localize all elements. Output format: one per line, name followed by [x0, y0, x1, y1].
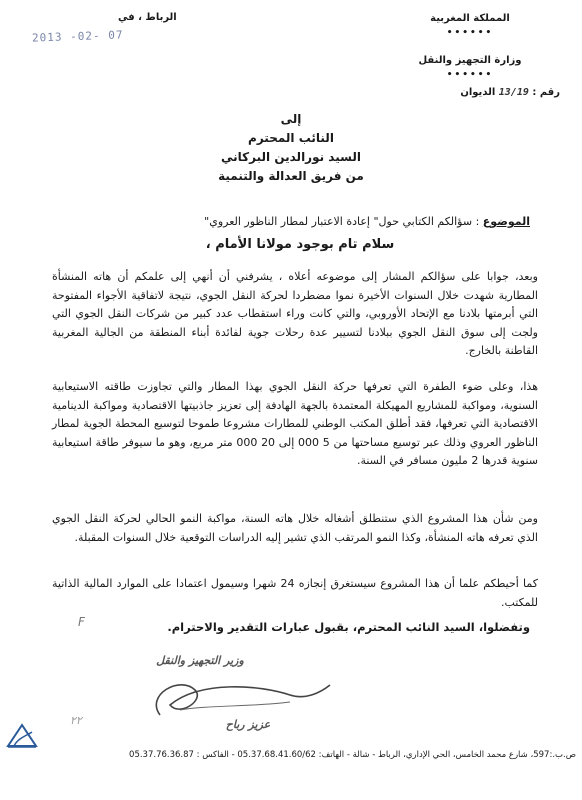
handwritten-mark: F	[78, 615, 85, 629]
letterhead	[380, 12, 560, 82]
addressee-name: السيد نورالدين البركاني	[221, 150, 361, 164]
reference-number: 13/19	[498, 87, 529, 98]
closing-formula: وتفضلوا، السيد النائب المحترم، بقبول عبارات التقدير والاحترام.	[167, 620, 530, 634]
reference-line	[460, 87, 560, 98]
paragraph-3: ومن شأن هذا المشروع الذي ستنطلق أشغاله خلال هاته السنة، مواكبة النمو الحالي لحركة النقل الجوي الذي تعرفه هاته المنشأة، وكذا النمو المرتقب الذي تشير إليه الدراسات التوقعية خلال السنوات المقبلة.	[52, 512, 538, 544]
subject-text: : سؤالكم الكتابي حول" إعادة الاعتبار لمطار الناظور العروي"	[204, 215, 480, 228]
reference-label: رقم :	[532, 87, 560, 98]
ornament-stars: ••••••	[446, 28, 494, 38]
addressee-group: من فريق العدالة والتنمية	[218, 169, 364, 183]
city-date-line: الرباط ، في	[118, 12, 177, 23]
kingdom-name: المملكة المغربية	[430, 13, 510, 24]
ministry-logo-icon	[6, 722, 38, 748]
greeting: سلام تام بوجود مولانا الأمام ،	[205, 237, 395, 252]
subject-line	[50, 215, 530, 228]
ornament-stars-2: ••••••	[446, 70, 494, 80]
date-stamp: 2013 -02- 07	[31, 28, 124, 45]
reference-office: الديوان	[460, 87, 496, 98]
signatory-name: عزيز رباح	[225, 718, 271, 731]
addressee-title: النائب المحترم	[248, 131, 334, 145]
minister-title: وزير التجهيز والنقل	[156, 654, 244, 667]
addressee-to: إلى	[280, 112, 302, 126]
signature-scribble	[140, 655, 340, 725]
footer-address: ص.ب.:597، شارع محمد الخامس، الحي الإداري، الرباط - شالة - الهاتف: 05.37.68.41.60/62 - الفاكس : 05.37.76.36.87	[129, 750, 576, 760]
subject-label: الموضوع	[482, 215, 530, 228]
handwritten-mark-2: ٢٢	[70, 714, 82, 727]
paragraph-1: وبعد، جوابا على سؤالكم المشار إلى موضوعه أعلاه ، يشرفني أن أنهي إلى علمكم أن هاته المنشأة المطارية شهدت خلال السنوات الأخيرة نموا مضطردا لحركة النقل الجوي، نتيجة لاتفاقية الأجواء المفتوحة التي أبرمتها بلادنا مع الإتحاد الأوروبي، والتي كانت وراء استقطاب عدد كبير من شركات النقل الجوي التي ولجت إلى سوق النقل الجوي ببلادنا لتسيير عدة رحلات جوية لفائدة أبناء المنطقة من الجالية المغربية القاطنة بالخارج.	[52, 270, 538, 357]
paragraph-2: هذا، وعلى ضوء الطفرة التي تعرفها حركة النقل الجوي بهذا المطار والتي تجاوزت طاقته الاستيعابية السنوية، ومواكبة للمشاريع المهيكلة المعتمدة بالجهة الهادفة إلى تعزيز جاذبيتها الاقتصادية ومواكبة الدينامية الاقتصادية التي تعرفها، فقد أطلق المكتب الوطني للمطارات مشروعا طموحا لتوسيع المحطة الجوية لمطار الناظور العروي وذلك عبر توسيع مساحتها من 5 000 إلى 20 000 متر مربع، وهو ما سيوفر طاقة استيعابية سنوية قدرها 2 مليون مسافر في السنة.	[52, 380, 539, 467]
ministry-name: وزارة التجهيز والنقل	[418, 55, 522, 66]
paragraph-4: كما أحيطكم علما أن هذا المشروع سيستغرق إنجازه 24 شهرا وسيمول اعتمادا على الموارد المالية الذاتية للمكتب.	[52, 577, 538, 609]
